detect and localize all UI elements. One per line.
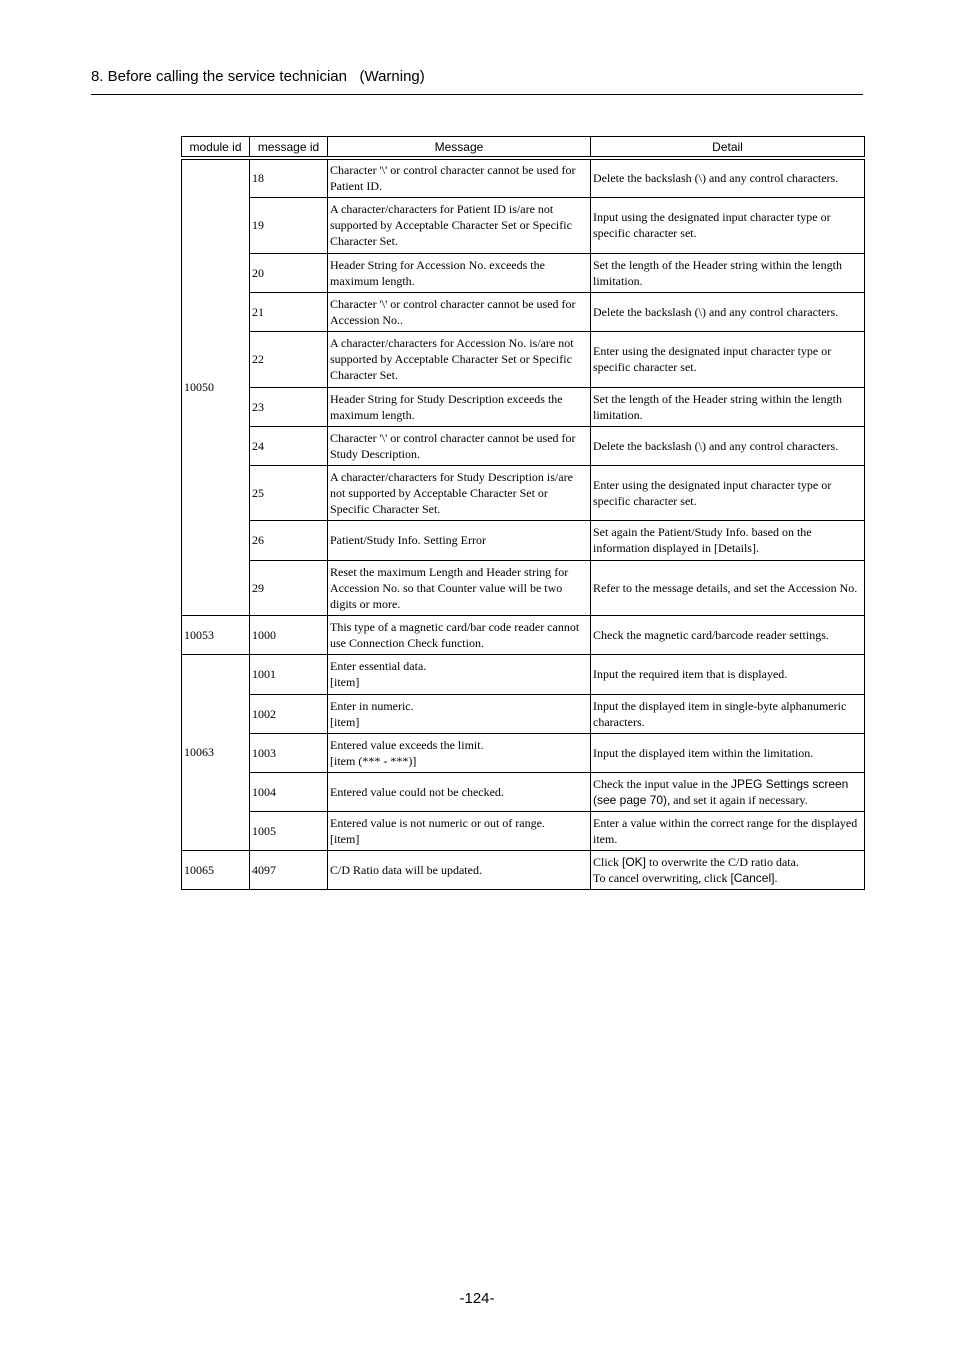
detail-line (593, 854, 862, 870)
detail-cell: Input using the designated input character type or specific character set. (591, 197, 865, 253)
message-id-cell: 21 (250, 292, 328, 331)
message-line: Enter in numeric. (330, 698, 414, 713)
page-header-title: 8. Before calling the service technician (Warning) (91, 68, 425, 85)
message-id-cell: 20 (250, 253, 328, 292)
message-cell: A character/characters for Study Description is/are not supported by Acceptable Character Set or Specific Character Set. (328, 465, 591, 520)
detail-text-part: Check the input value in the (593, 776, 731, 791)
detail-text-part: Click (593, 854, 622, 869)
detail-text-part: , and set it again if necessary. (667, 792, 808, 807)
module-id-cell: 10053 (182, 615, 250, 654)
message-line: Entered value is not numeric or out of range. (330, 815, 545, 830)
module-id-cell: 10065 (182, 850, 250, 889)
detail-text-part: . (774, 870, 778, 885)
message-cell: Entered value could not be checked. (328, 772, 591, 811)
detail-cell: Set the length of the Header string within the length limitation. (591, 253, 865, 292)
message-id-cell: 24 (250, 426, 328, 465)
detail-cell: Input the displayed item in single-byte alphanumeric characters. (591, 694, 865, 733)
detail-text-part: JPEG Settings screen (see page 70) (593, 776, 849, 807)
detail-cell: Enter using the designated input character type or specific character set. (591, 465, 865, 520)
message-line: [item] (330, 675, 360, 689)
table-row (182, 387, 865, 426)
table-row (182, 560, 865, 615)
message-cell: Character '\' or control character cannot be used for Study Description. (328, 426, 591, 465)
table-row (182, 694, 865, 733)
message-cell (328, 654, 591, 694)
message-line: [item] (330, 831, 360, 846)
detail-text-part: [OK] (622, 854, 647, 869)
table-row (182, 197, 865, 253)
message-id-cell: 29 (250, 560, 328, 615)
detail-cell: Delete the backslash (\) and any control characters. (591, 292, 865, 331)
message-id-cell: 26 (250, 520, 328, 560)
table-row (182, 850, 865, 889)
module-id-cell: 10063 (182, 654, 250, 850)
detail-cell: Delete the backslash (\) and any control characters. (591, 158, 865, 197)
column-header-detail: Detail (591, 137, 865, 159)
table-row (182, 733, 865, 772)
message-cell: Header String for Accession No. exceeds the maximum length. (328, 253, 591, 292)
detail-text-part: to overwrite the C/D ratio data. (646, 854, 799, 869)
message-cell (328, 694, 591, 733)
table-row (182, 253, 865, 292)
message-id-cell: 23 (250, 387, 328, 426)
table-row (182, 292, 865, 331)
detail-cell: Set the length of the Header string within the length limitation. (591, 387, 865, 426)
table-row (182, 158, 865, 197)
message-cell (328, 811, 591, 850)
table-row (182, 654, 865, 694)
message-id-cell: 22 (250, 331, 328, 387)
message-line: [item] (330, 714, 360, 729)
message-id-cell: 25 (250, 465, 328, 520)
message-line: Enter essential data. (330, 659, 427, 673)
message-id-cell: 1004 (250, 772, 328, 811)
message-cell: Reset the maximum Length and Header string for Accession No. so that Counter value will be two digits or more. (328, 560, 591, 615)
detail-cell (591, 850, 865, 889)
message-id-cell: 18 (250, 158, 328, 197)
message-cell: Header String for Study Description exceeds the maximum length. (328, 387, 591, 426)
message-line: Entered value exceeds the limit. (330, 737, 484, 752)
message-id-cell: 4097 (250, 850, 328, 889)
table-row (182, 811, 865, 850)
message-cell: A character/characters for Accession No. is/are not supported by Acceptable Character Set or Specific Character Set. (328, 331, 591, 387)
message-line: [item (*** - ***)] (330, 753, 417, 768)
table-row (182, 465, 865, 520)
message-id-cell: 1005 (250, 811, 328, 850)
message-cell: Patient/Study Info. Setting Error (328, 520, 591, 560)
message-cell (328, 733, 591, 772)
page-number: -124- (459, 1290, 495, 1307)
table-row (182, 615, 865, 654)
message-cell: Character '\' or control character cannot be used for Patient ID. (328, 158, 591, 197)
table-row (182, 520, 865, 560)
message-cell: This type of a magnetic card/bar code reader cannot use Connection Check function. (328, 615, 591, 654)
detail-cell: Enter a value within the correct range for the displayed item. (591, 811, 865, 850)
message-cell: Character '\' or control character cannot be used for Accession No.. (328, 292, 591, 331)
detail-cell: Refer to the message details, and set the Accession No. (591, 560, 865, 615)
table-header-row (182, 137, 865, 159)
message-id-cell: 1000 (250, 615, 328, 654)
table-body (182, 158, 865, 889)
detail-cell: Input the required item that is displayed. (591, 654, 865, 694)
message-id-cell: 1001 (250, 654, 328, 694)
message-cell: C/D Ratio data will be updated. (328, 850, 591, 889)
module-id-cell: 10050 (182, 158, 250, 615)
table-row (182, 772, 865, 811)
message-id-cell: 1002 (250, 694, 328, 733)
detail-text-part: To cancel overwriting, click (593, 870, 731, 885)
column-header-message: Message (328, 137, 591, 159)
detail-cell: Input the displayed item within the limitation. (591, 733, 865, 772)
table-row (182, 331, 865, 387)
message-table (181, 136, 865, 890)
message-cell: A character/characters for Patient ID is/are not supported by Acceptable Character Set or Specific Character Set. (328, 197, 591, 253)
page-header (91, 66, 863, 95)
detail-line (593, 870, 862, 886)
detail-cell: Enter using the designated input character type or specific character set. (591, 331, 865, 387)
detail-cell: Check the magnetic card/barcode reader settings. (591, 615, 865, 654)
detail-cell: Set again the Patient/Study Info. based on the information displayed in [Details]. (591, 520, 865, 560)
message-id-cell: 19 (250, 197, 328, 253)
table-row (182, 426, 865, 465)
detail-text-part: [Cancel] (730, 870, 775, 885)
detail-cell (591, 772, 865, 811)
column-header-message-id: message id (250, 137, 328, 159)
column-header-module-id: module id (182, 137, 250, 159)
message-id-cell: 1003 (250, 733, 328, 772)
detail-cell: Delete the backslash (\) and any control characters. (591, 426, 865, 465)
